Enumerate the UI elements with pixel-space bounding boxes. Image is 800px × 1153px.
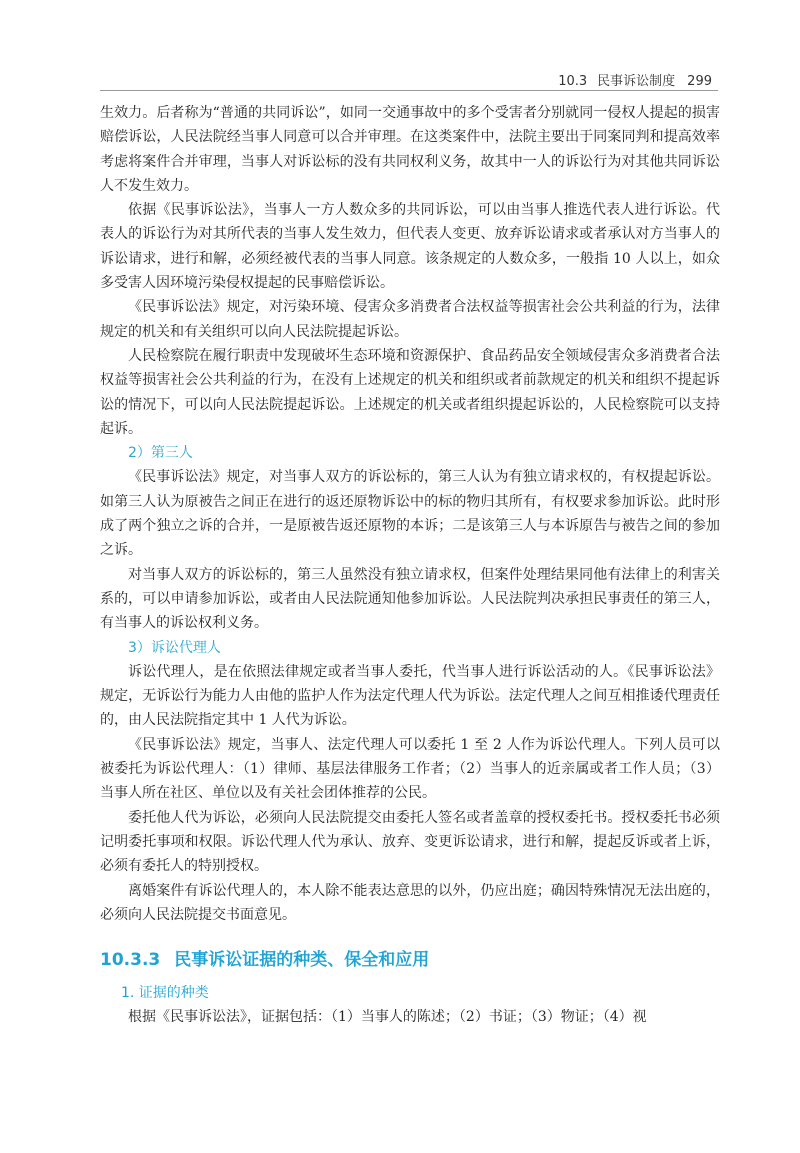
page-body — [100, 101, 720, 1030]
header-text — [558, 70, 712, 89]
subheading-third-party: 2）第三人 — [128, 445, 193, 462]
paragraph: 《民事诉讼法》规定，对当事人双方的诉讼标的，第三人认为有独立请求权的，有权提起诉讼。如第三人认为原被告之间正在进行的返还原物诉讼中的标的物归其所有，有权要求参加诉讼。此时形成了两个独立之诉的合并，一是原被告返还原物的本诉；二是该第三人与本诉原告与被告之间的参加之诉。 — [100, 469, 720, 559]
page-number: 299 — [687, 74, 712, 89]
subheading-litigation-agent: 3）诉讼代理人 — [128, 639, 221, 656]
header-section-number: 10.3 — [558, 74, 588, 89]
section-number: 10.3.3 — [100, 950, 161, 971]
paragraph: 《民事诉讼法》规定，对污染环境、侵害众多消费者合法权益等损害社会公共利益的行为，法律规定的机关和有关组织可以向人民法院提起诉讼。 — [100, 299, 720, 340]
subsection-heading: 1. 证据的种类 — [121, 985, 209, 1002]
header-chapter-title: 民事诉讼制度 — [597, 74, 676, 89]
paragraph: 离婚案件有诉讼代理人的，本人除不能表达意思的以外，仍应出庭；确因特殊情况无法出庭的，必须向人民法院提交书面意见。 — [100, 882, 720, 923]
paragraph: 依据《民事诉讼法》，当事人一方人数众多的共同诉讼，可以由当事人推选代表人进行诉讼。代表人的诉讼行为对其所代表的当事人发生效力，但代表人变更、放弃诉讼请求或者承认对方当事人的诉讼请求，进行和解，必须经被代表的当事人同意。该条规定的人数众多，一般指 10 人以上，如众多受害人因环境污染侵权提起的民事赔偿诉讼。 — [100, 202, 720, 292]
paragraph: 《民事诉讼法》规定，当事人、法定代理人可以委托 1 至 2 人作为诉讼代理人。下列人员可以被委托为诉讼代理人：（1）律师、基层法律服务工作者；（2）当事人的近亲属或者工作人员；（3）当事人所在社区、单位以及有关社会团体推荐的公民。 — [100, 736, 720, 802]
section-title: 民事诉讼证据的种类、保全和应用 — [174, 950, 430, 971]
section-heading — [100, 947, 720, 973]
paragraph: 对当事人双方的诉讼标的，第三人虽然没有独立请求权，但案件处理结果同他有法律上的利害关系的，可以申请参加诉讼，或者由人民法院通知他参加诉讼。人民法院判决承担民事责任的第三人，有当事人的诉讼权利义务。 — [100, 566, 720, 632]
paragraph: 诉讼代理人，是在依照法律规定或者当事人委托，代当事人进行诉讼活动的人。《民事诉讼法》规定，无诉讼行为能力人由他的监护人作为法定代理人代为诉讼。法定代理人之间互相推诿代理责任的，由人民法院指定其中 1 人代为诉讼。 — [100, 663, 720, 729]
paragraph: 委托他人代为诉讼，必须向人民法院提交由委托人签名或者盖章的授权委托书。授权委托书必须记明委托事项和权限。诉讼代理人代为承认、放弃、变更诉讼请求，进行和解，提起反诉或者上诉，必须有委托人的特别授权。 — [100, 809, 720, 875]
paragraph: 人民检察院在履行职责中发现破坏生态环境和资源保护、食品药品安全领域侵害众多消费者合法权益等损害社会公共利益的行为，在没有上述规定的机关和组织或者前款规定的机关和组织不提起诉讼的情况下，可以向人民法院提起诉讼。上述规定的机关或者组织提起诉讼的，人民检察院可以支持起诉。 — [100, 347, 720, 437]
running-header — [100, 60, 718, 91]
paragraph: 根据《民事诉讼法》，证据包括：（1）当事人的陈述；（2）书证；（3）物证；（4）视 — [128, 1009, 647, 1026]
paragraph: 生效力。后者称为“普通的共同诉讼”，如同一交通事故中的多个受害者分别就同一侵权人提起的损害赔偿诉讼，人民法院经当事人同意可以合并审理。在这类案件中，法院主要出于同案同判和提高效率考虑将案件合并审理，当事人对诉讼标的没有共同权利义务，故其中一人的诉讼行为对其他共同诉讼人不发生效力。 — [100, 105, 720, 194]
